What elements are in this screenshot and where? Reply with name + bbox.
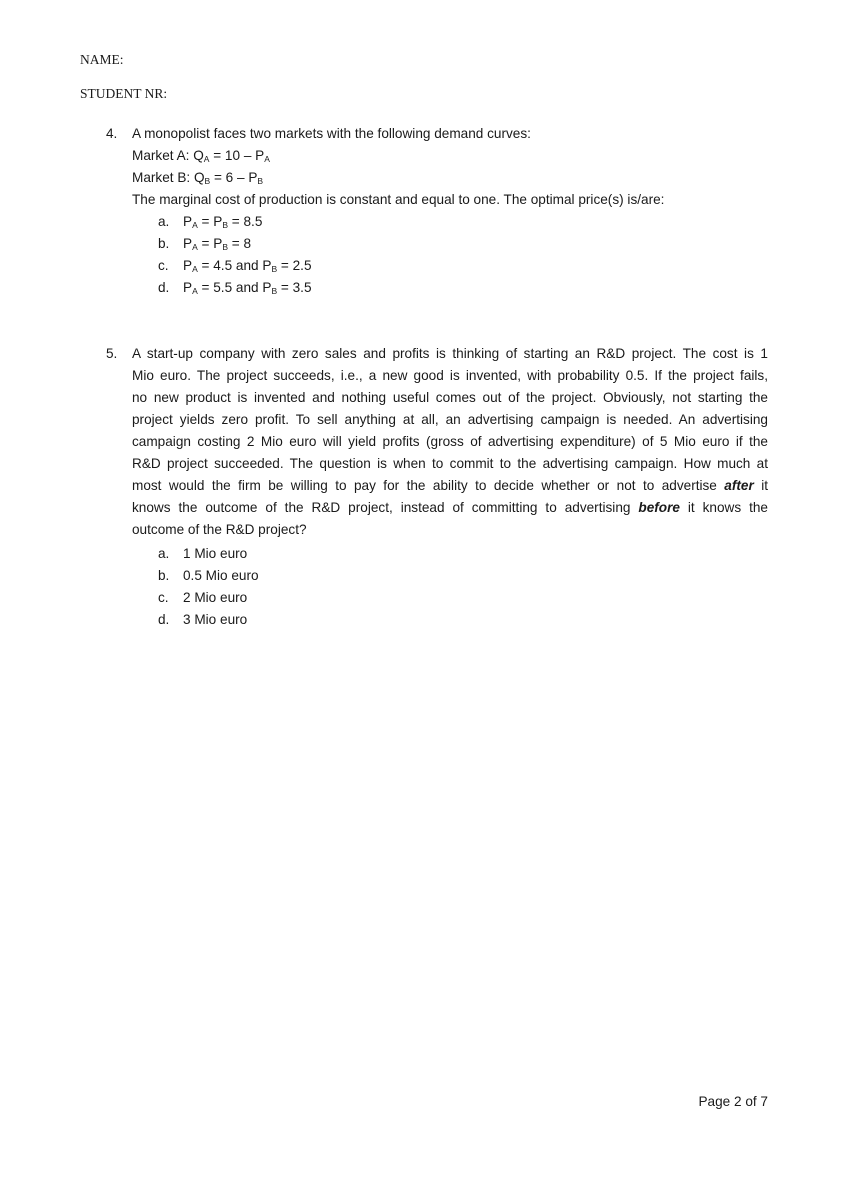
option-text: $P_A = 4.5$ and $P_B = 2.5$ [183, 258, 312, 274]
question-line: project yields zero profit. To sell anything at all, an advertising campaign is needed. An advertising [132, 412, 768, 427]
option-letter: a. [158, 214, 170, 229]
option-letter: d. [158, 612, 170, 627]
question-text: The marginal cost of production is constant and equal to one. The optimal price(s) is/are: [132, 192, 665, 207]
option-text: 0.5 Mio euro [183, 568, 259, 583]
question-number: 5. [106, 346, 118, 361]
question-number: 4. [106, 126, 118, 141]
option-letter: b. [158, 236, 170, 251]
option-letter: c. [158, 590, 169, 605]
option-text: 2 Mio euro [183, 590, 248, 605]
option-text: $P_A = P_B = 8$ [183, 236, 252, 252]
question-line: outcome of the R&D project? [132, 522, 307, 537]
student-nr-label: STUDENT NR: [80, 86, 168, 101]
question-line: Mio euro. The project succeeds, i.e., a new good is invented, with probability 0.5. If the project fails, [132, 368, 768, 383]
market-a-equation: Market A: $Q_A = 10 - P_A$ [132, 148, 270, 164]
option-letter: d. [158, 280, 170, 295]
option-text: 1 Mio euro [183, 546, 248, 561]
page-number: Page 2 of 7 [698, 1094, 768, 1109]
question-line: knows the outcome of the R&D project, instead of committing to advertising before it knows the [132, 500, 768, 515]
question-line: campaign costing 2 Mio euro will yield profits (gross of advertising expenditure) of 5 Mio euro if the [132, 434, 768, 449]
emphasis-after: after [724, 478, 754, 493]
question-intro: A monopolist faces two markets with the following demand curves: [132, 126, 531, 141]
market-b-equation: Market B: $Q_B = 6 - P_B$ [132, 170, 264, 186]
question-line: no new product is invented and nothing useful comes out of the project. Obviously, not starting the [132, 390, 768, 405]
question-line: R&D project succeeded. The question is when to commit to the advertising campaign. How much at [132, 456, 768, 471]
option-text: 3 Mio euro [183, 612, 248, 627]
option-text: $P_A = 5.5$ and $P_B = 3.5$ [183, 280, 312, 296]
option-letter: c. [158, 258, 169, 273]
question-line: most would the firm be willing to pay for the ability to decide whether or not to advertise after it [132, 478, 768, 493]
name-label: NAME: [80, 52, 124, 67]
option-letter: a. [158, 546, 170, 561]
option-letter: b. [158, 568, 170, 583]
option-text: $P_A = P_B = 8.5$ [183, 214, 263, 230]
emphasis-before: before [638, 500, 680, 515]
question-line: A start-up company with zero sales and profits is thinking of starting an R&D project. The cost is 1 [132, 346, 768, 361]
